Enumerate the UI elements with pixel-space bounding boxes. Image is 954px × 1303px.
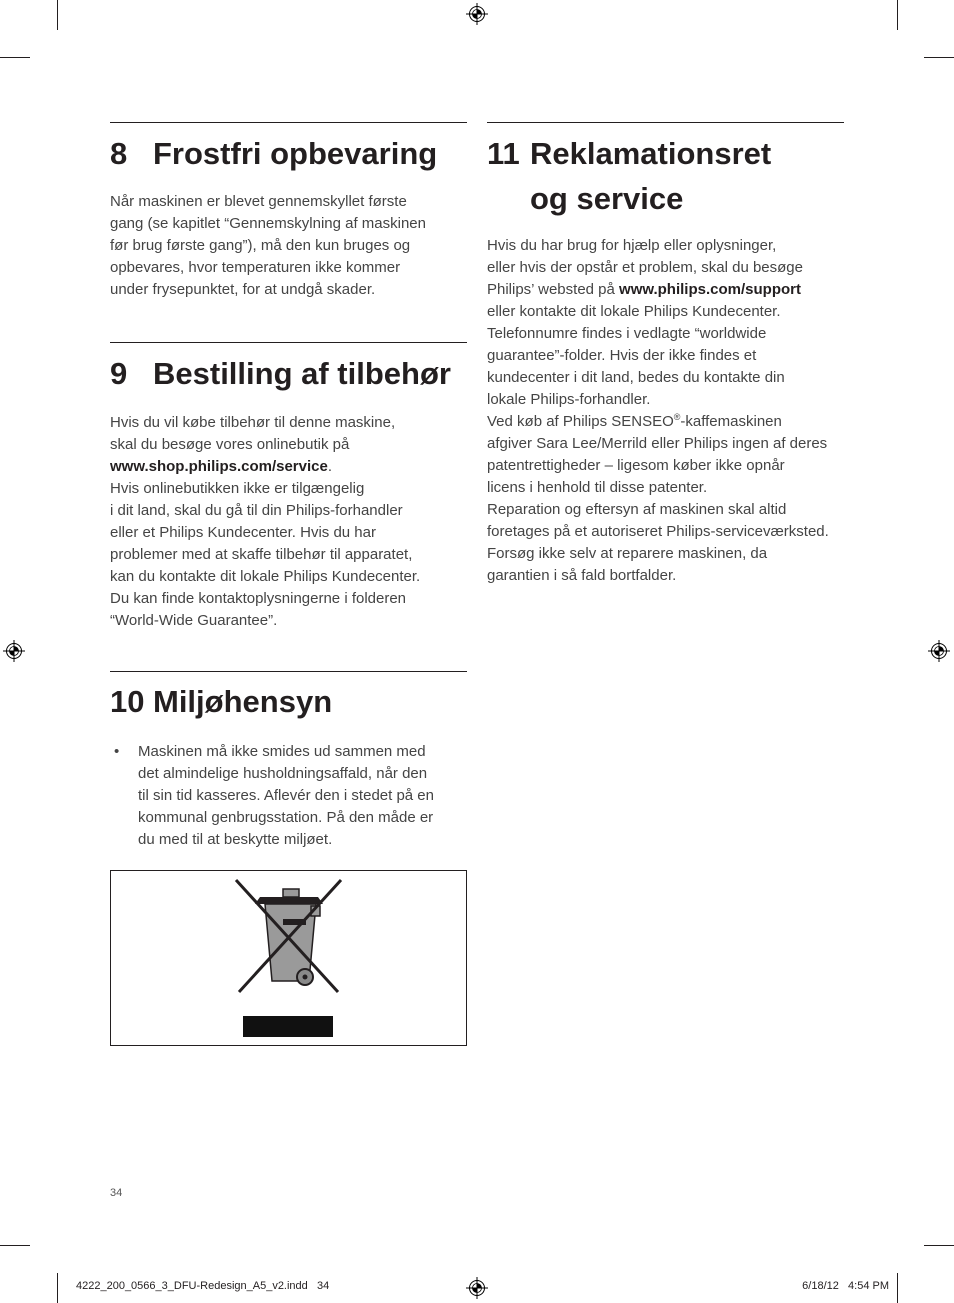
body-line: kan du kontakte dit lokale Philips Kundecenter.: [110, 568, 421, 585]
crop-mark: [0, 57, 30, 58]
bullet-list-item: [110, 741, 467, 851]
body-line: skal du besøge vores onlinebutik på: [110, 436, 350, 453]
body-line: eller hvis der opstår et problem, skal du besøge: [487, 259, 803, 276]
crop-mark: [897, 0, 898, 30]
crossed-out-wheelie-bin-icon: [110, 870, 467, 1046]
crop-mark: [57, 1273, 58, 1303]
section-title: Reklamationsret: [530, 136, 772, 171]
support-url-link[interactable]: www.philips.com/support: [619, 281, 801, 298]
section-8-heading: [110, 136, 437, 172]
body-line: patentrettigheder – ligesom køber ikke opnår: [487, 457, 785, 474]
registration-mark-icon: [466, 1277, 488, 1299]
body-line: kommunal genbrugsstation. På den måde er: [138, 809, 434, 826]
body-line: problemer med at skaffe tilbehør til apparatet,: [110, 546, 413, 563]
body-line: gang (se kapitlet “Gennemskylning af maskinen: [110, 215, 426, 232]
body-line: garantien i så fald bortfalder.: [487, 567, 677, 584]
section-title-continued: og service: [530, 181, 684, 216]
crop-mark: [924, 57, 954, 58]
section-10-heading: [110, 684, 332, 720]
crop-mark: [57, 0, 58, 30]
print-slug-filename: 4222_200_0566_3_DFU-Redesign_A5_v2.indd 34: [76, 1280, 330, 1292]
body-line: kundecenter i dit land, bedes du kontakte din: [487, 369, 785, 386]
print-slug-timestamp: 6/18/12 4:54 PM: [802, 1280, 889, 1292]
body-line: Forsøg ikke selv at reparere maskinen, da: [487, 545, 768, 562]
body-line: under frysepunktet, for at undgå skader.: [110, 281, 376, 298]
section-number: 10: [110, 684, 145, 719]
body-line: i dit land, skal du gå til din Philips-forhandler: [110, 502, 403, 519]
section-9-heading: [110, 356, 451, 392]
crop-mark: [924, 1245, 954, 1246]
body-line: [487, 411, 844, 433]
body-line: Reparation og eftersyn af maskinen skal altid: [487, 501, 787, 518]
section-title: Bestilling af tilbehør: [153, 356, 451, 391]
body-line: [110, 456, 467, 478]
body-line: Maskinen må ikke smides ud sammen med: [138, 743, 426, 760]
body-line: foretages på et autoriseret Philips-serviceværksted.: [487, 523, 829, 540]
section-number: 11: [487, 136, 520, 171]
body-line: Du kan finde kontaktoplysningerne i folderen: [110, 590, 407, 607]
body-line: “World-Wide Guarantee”.: [110, 612, 278, 629]
section-10-body: [138, 741, 467, 851]
section-title: Frostfri opbevaring: [153, 136, 438, 171]
body-line: det almindelige husholdningsaffald, når den: [138, 765, 428, 782]
disposal-symbol-box: [110, 870, 467, 1046]
body-line: eller kontakte dit lokale Philips Kundecenter.: [487, 303, 781, 320]
section-divider: [487, 122, 844, 123]
section-11-heading: [487, 131, 771, 221]
bullet-icon: •: [114, 743, 120, 760]
section-9-body: [110, 412, 467, 632]
section-divider: [110, 342, 467, 343]
body-line: Hvis du vil købe tilbehør til denne maskine,: [110, 414, 396, 431]
body-line: du med til at beskytte miljøet.: [138, 831, 333, 848]
body-line: eller et Philips Kundecenter. Hvis du har: [110, 524, 376, 541]
registered-trademark-symbol: ®: [673, 412, 681, 422]
body-line: [487, 279, 844, 301]
section-divider: [110, 122, 467, 123]
section-8-body: [110, 191, 467, 301]
body-line: Hvis onlinebutikken ikke er tilgængelig: [110, 480, 365, 497]
body-line: Telefonnumre findes i vedlagte “worldwide: [487, 325, 767, 342]
body-line: opbevares, hvor temperaturen ikke kommer: [110, 259, 401, 276]
body-line: licens i henhold til disse patenter.: [487, 479, 708, 496]
page-number: 34: [110, 1187, 123, 1199]
body-text-fragment: Philips’ websted på: [487, 281, 620, 298]
registration-mark-icon: [466, 3, 488, 25]
section-divider: [110, 671, 467, 672]
shop-url-link[interactable]: www.shop.philips.com/service: [110, 458, 328, 475]
section-number: 9: [110, 356, 128, 391]
body-line: før brug første gang”), må den kun bruges og: [110, 237, 411, 254]
body-text-fragment: Ved køb af Philips SENSEO: [487, 413, 674, 430]
body-line: til sin tid kasseres. Aflevér den i stedet på en: [138, 787, 434, 804]
body-text-fragment: -kaffemaskinen: [680, 413, 782, 430]
crop-mark: [0, 1245, 30, 1246]
registration-mark-icon: [3, 640, 25, 662]
section-title: Miljøhensyn: [153, 684, 333, 719]
body-line: Når maskinen er blevet gennemskyllet første: [110, 193, 407, 210]
body-line: lokale Philips-forhandler.: [487, 391, 651, 408]
body-line: afgiver Sara Lee/Merrild eller Philips ingen af deres: [487, 435, 828, 452]
section-number: 8: [110, 136, 128, 171]
section-11-body: [487, 235, 844, 587]
registration-mark-icon: [928, 640, 950, 662]
body-text-fragment: .: [327, 458, 333, 475]
body-line: guarantee”-folder. Hvis der ikke findes et: [487, 347, 757, 364]
body-line: Hvis du har brug for hjælp eller oplysninger,: [487, 237, 777, 254]
crop-mark: [897, 1273, 898, 1303]
